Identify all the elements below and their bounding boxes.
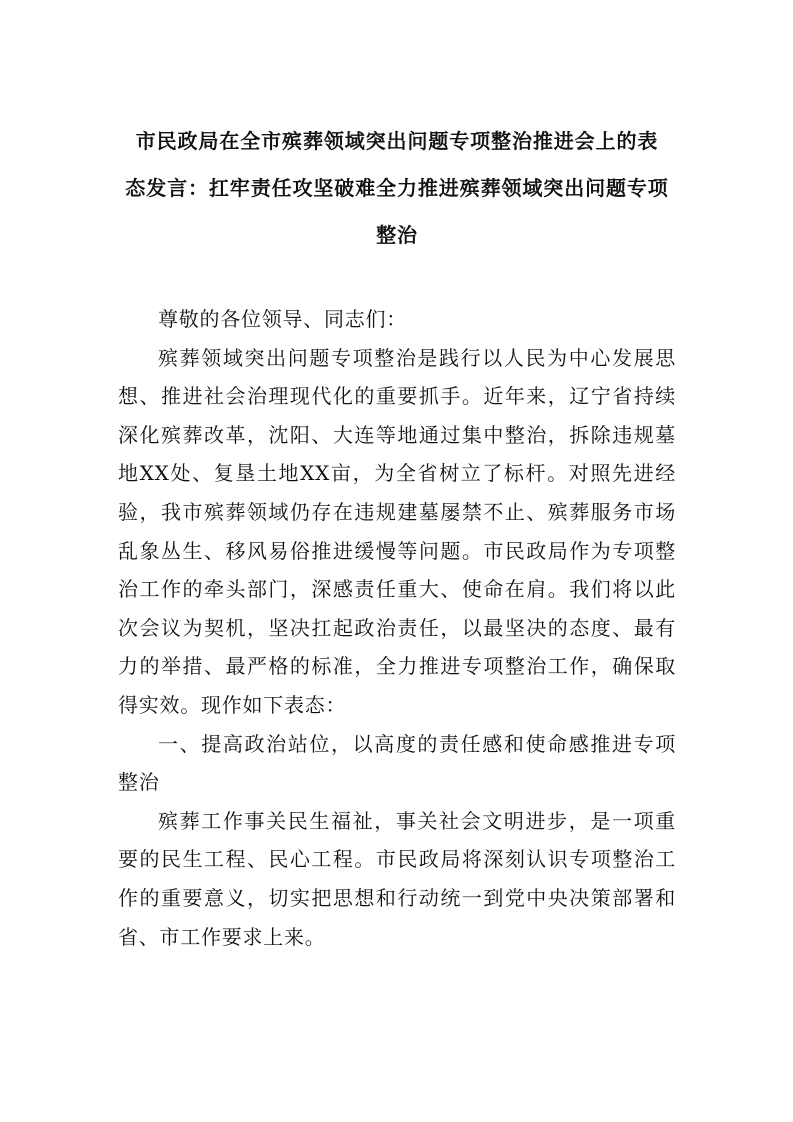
salutation: 尊敬的各位领导、同志们： xyxy=(158,307,407,331)
document-body xyxy=(118,300,676,956)
document-page xyxy=(118,118,676,956)
paragraph-intro: 殡葬领域突出问题专项整治是践行以人民为中心发展思想、推进社会治理现代化的重要抓手。近年来，辽宁省持续深化殡葬改革，沈阳、大连等地通过集中整治，拆除违规墓地XX处、复垦土地XX亩，为全省树立了标杆。对照先进经验，我市殡葬领域仍存在违规建墓屡禁不止、殡葬服务市场乱象丛生、移风易俗推进缓慢等问题。市民政局作为专项整治工作的牵头部门，深感责任重大、使命在肩。我们将以此次会议为契机，坚决扛起政治责任，以最坚决的态度、最有力的举措、最严格的标准，全力推进专项整治工作，确保取得实效。现作如下表态： xyxy=(118,345,676,717)
title-line-2: 态发言：扛牢责任攻坚破难全力推进殡葬领域突出问题专项 xyxy=(125,176,669,200)
paragraph-section-1: 殡葬工作事关民生福祉，事关社会文明进步，是一项重要的民生工程、民心工程。市民政局将深刻认识专项整治工作的重要意义，切实把思想和行动统一到党中央决策部署和省、市工作要求上来。 xyxy=(118,808,676,949)
title-line-1: 市民政局在全市殡葬领域突出问题专项整治推进会上的表 xyxy=(135,129,659,153)
document-title xyxy=(118,118,676,259)
title-line-3: 整治 xyxy=(376,223,418,247)
section-heading-1: 一、提高政治站位，以高度的责任感和使命感推进专项整治 xyxy=(118,731,676,795)
